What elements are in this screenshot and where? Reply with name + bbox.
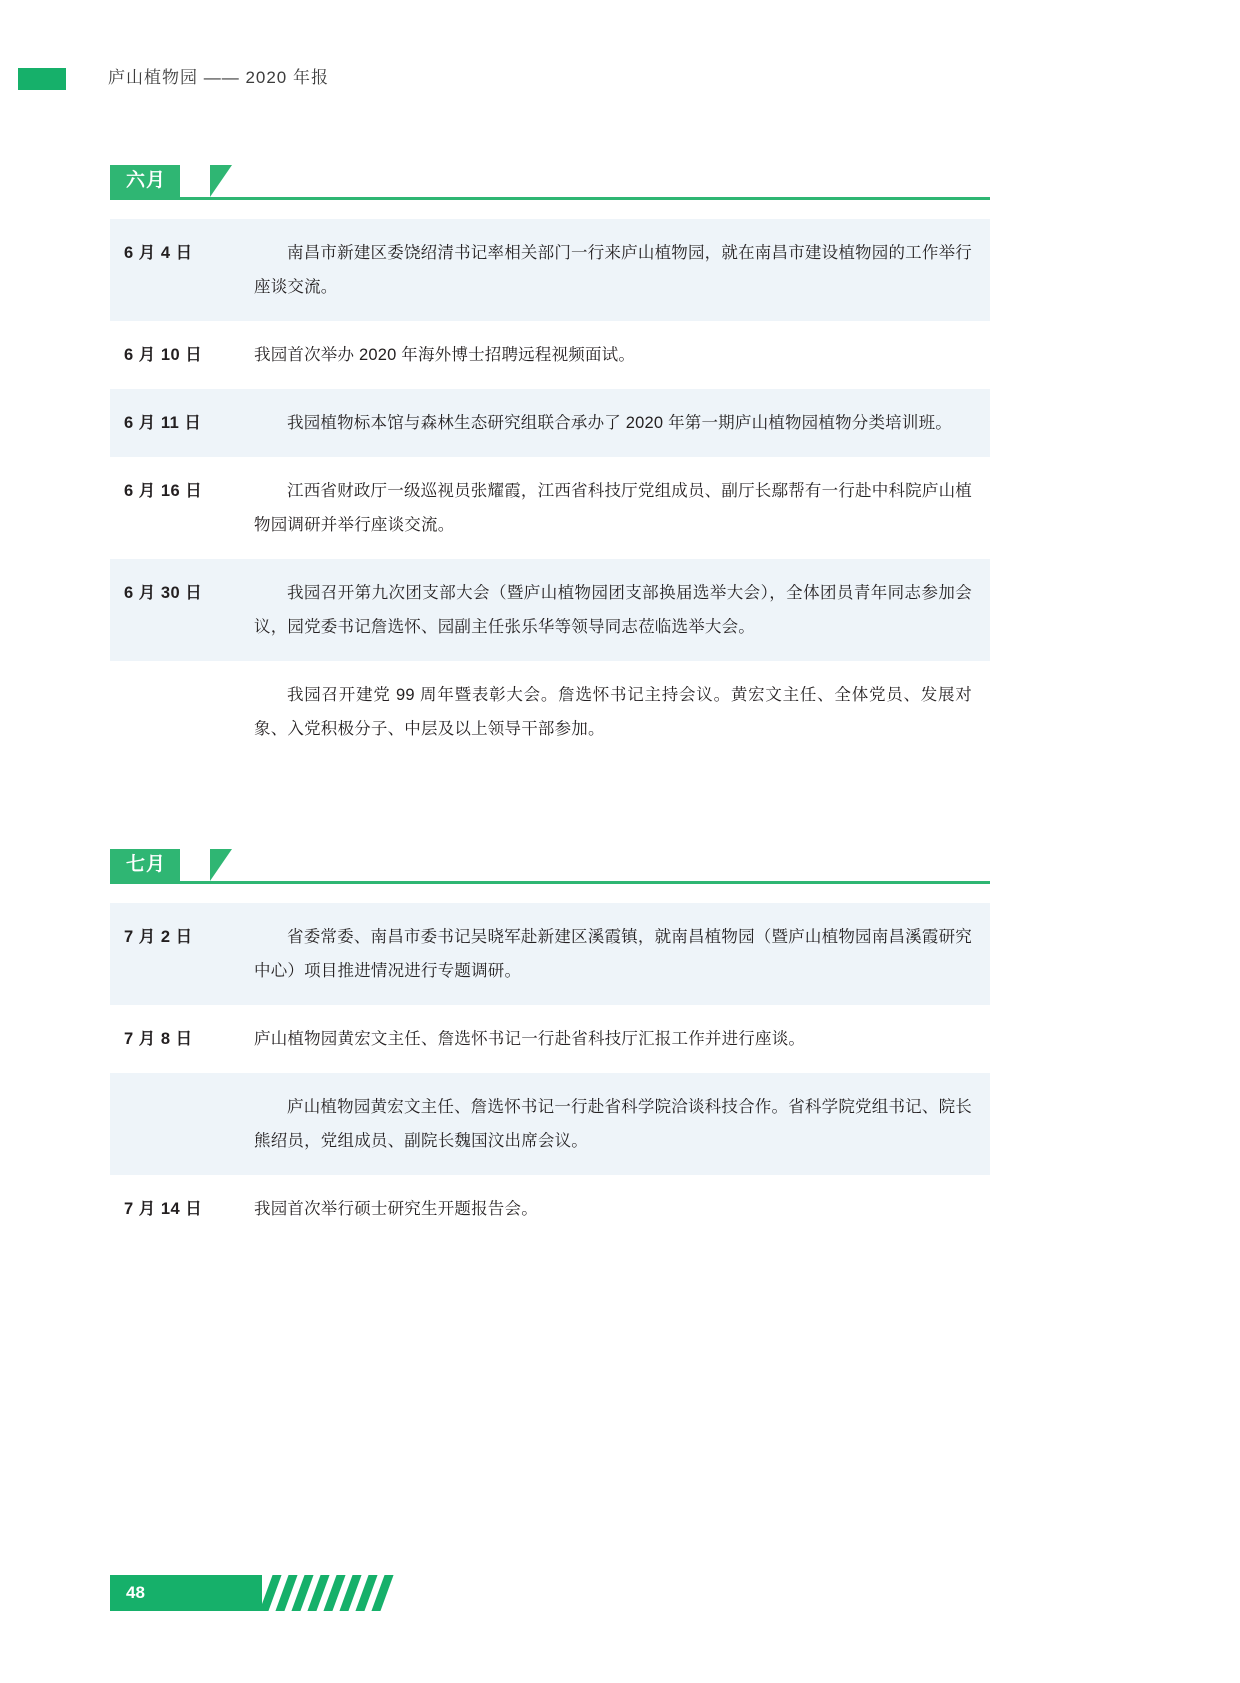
event-row bbox=[110, 1073, 990, 1175]
section-spacer bbox=[110, 763, 990, 849]
event-row bbox=[110, 219, 990, 321]
event-date: 6 月 16 日 bbox=[124, 482, 203, 500]
page-header bbox=[0, 63, 1240, 93]
page-number: 48 bbox=[110, 1575, 262, 1611]
event-text: 我园召开建党 99 周年暨表彰大会。詹选怀书记主持会议。黄宏文主任、全体党员、发展对象、入党积极分子、中层及以上领导干部参加。 bbox=[254, 686, 972, 738]
event-row bbox=[110, 389, 990, 457]
month-tab-label-june: 六月 bbox=[110, 165, 180, 197]
event-date: 6 月 10 日 bbox=[124, 346, 203, 364]
event-text: 南昌市新建区委饶绍清书记率相关部门一行来庐山植物园，就在南昌市建设植物园的工作举行座谈交流。 bbox=[254, 244, 972, 296]
month-rule-july bbox=[110, 881, 990, 884]
event-row bbox=[110, 1175, 990, 1243]
event-list-july bbox=[110, 903, 990, 1243]
event-date: 7 月 2 日 bbox=[124, 928, 193, 946]
month-section-june bbox=[110, 165, 990, 763]
event-row bbox=[110, 1005, 990, 1073]
month-heading-june bbox=[110, 165, 990, 201]
event-row bbox=[110, 457, 990, 559]
event-text: 我园首次举办 2020 年海外博士招聘远程视频面试。 bbox=[254, 346, 636, 364]
event-row bbox=[110, 661, 990, 763]
month-rule-june bbox=[110, 197, 990, 200]
event-text: 省委常委、南昌市委书记吴晓军赴新建区溪霞镇，就南昌植物园（暨庐山植物园南昌溪霞研究中心）项目推进情况进行专题调研。 bbox=[254, 928, 972, 980]
event-date: 6 月 11 日 bbox=[124, 414, 202, 432]
month-heading-july bbox=[110, 849, 990, 885]
event-row bbox=[110, 321, 990, 389]
header-title: 庐山植物园 —— 2020 年报 bbox=[108, 68, 329, 87]
month-tab-arrow-icon bbox=[210, 849, 232, 881]
event-date: 7 月 8 日 bbox=[124, 1030, 193, 1048]
event-date: 6 月 30 日 bbox=[124, 584, 203, 602]
event-text: 我园召开第九次团支部大会（暨庐山植物园团支部换届选举大会），全体团员青年同志参加会议，园党委书记詹选怀、园副主任张乐华等领导同志莅临选举大会。 bbox=[254, 584, 972, 636]
page-content bbox=[110, 165, 990, 1243]
footer-stripes-decoration bbox=[262, 1575, 406, 1611]
event-list-june bbox=[110, 219, 990, 763]
event-row bbox=[110, 903, 990, 1005]
header-green-block-icon bbox=[18, 68, 66, 90]
event-text: 庐山植物园黄宏文主任、詹选怀书记一行赴省科学院洽谈科技合作。省科学院党组书记、院长熊绍员，党组成员、副院长魏国汶出席会议。 bbox=[254, 1098, 972, 1150]
event-date: 6 月 4 日 bbox=[124, 244, 193, 262]
event-date: 7 月 14 日 bbox=[124, 1200, 203, 1218]
month-tab-label-july: 七月 bbox=[110, 849, 180, 881]
event-text: 我园植物标本馆与森林生态研究组联合承办了 2020 年第一期庐山植物园植物分类培训班。 bbox=[287, 414, 952, 432]
event-row bbox=[110, 559, 990, 661]
page-footer bbox=[110, 1575, 410, 1611]
event-text: 江西省财政厅一级巡视员张耀霞，江西省科技厅党组成员、副厅长鄢帮有一行赴中科院庐山植物园调研并举行座谈交流。 bbox=[254, 482, 972, 534]
month-tab-arrow-icon bbox=[210, 165, 232, 197]
event-text: 庐山植物园黄宏文主任、詹选怀书记一行赴省科技厅汇报工作并进行座谈。 bbox=[254, 1030, 806, 1048]
month-section-july bbox=[110, 849, 990, 1243]
event-text: 我园首次举行硕士研究生开题报告会。 bbox=[254, 1200, 538, 1218]
